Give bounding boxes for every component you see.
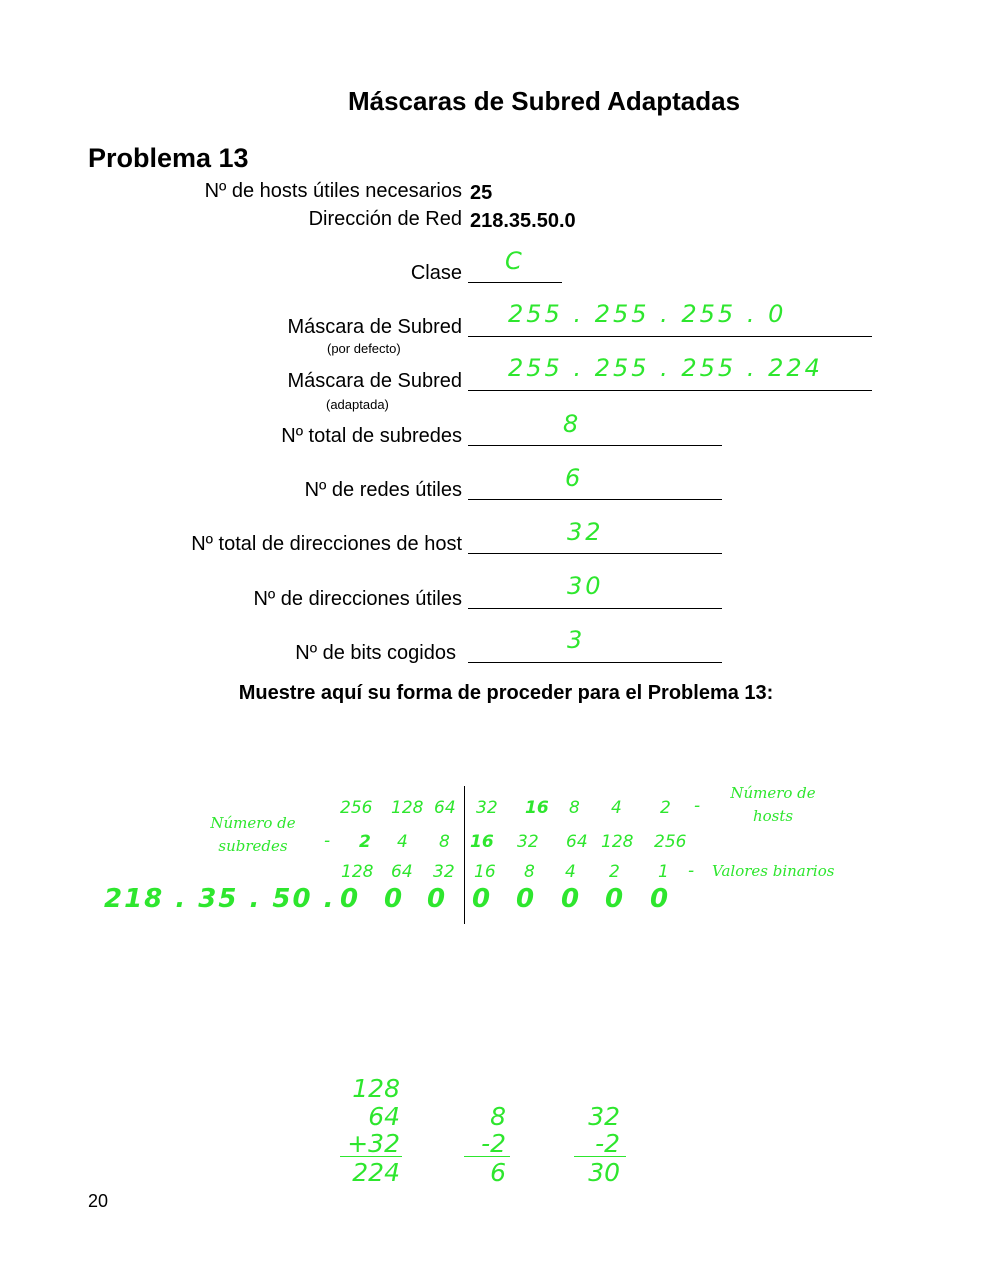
total-subnets-label: Nº total de subredes xyxy=(281,425,462,447)
class-answer: C xyxy=(505,247,525,275)
hosts-calc-line-0: 32 xyxy=(588,1102,620,1131)
binary-value-0: 128 xyxy=(341,862,374,882)
hosts-calc-line-1: -2 xyxy=(595,1129,620,1158)
usable-hosts-label: Nº de direcciones útiles xyxy=(253,588,462,610)
binary-value-5: 4 xyxy=(565,862,576,882)
total-hosts-answer: 32 xyxy=(567,518,604,546)
subnets-value-6: 128 xyxy=(601,832,634,852)
address-prefix: 218 . 35 . 50 . xyxy=(104,884,336,914)
bit-1: 0 xyxy=(384,884,405,914)
class-label: Clase xyxy=(410,262,462,284)
hosts-value-5: 8 xyxy=(569,798,580,818)
subnets-calc-rule xyxy=(464,1156,510,1157)
sum-rule xyxy=(340,1156,402,1157)
total-hosts-line xyxy=(468,553,722,554)
bit-3: 0 xyxy=(472,884,493,914)
bit-0: 0 xyxy=(340,884,361,914)
binary-value-3: 16 xyxy=(474,862,496,882)
custom-mask-answer: 255 . 255 . 255 . 224 xyxy=(508,354,823,382)
total-subnets-line xyxy=(468,445,722,446)
page-number: 20 xyxy=(88,1191,109,1211)
default-mask-note: (por defecto) xyxy=(327,341,401,356)
binary-value-6: 2 xyxy=(609,862,620,882)
subnets-calc-result: 6 xyxy=(490,1158,506,1187)
total-hosts-label: Nº total de direcciones de host xyxy=(191,533,462,555)
sum-result: 224 xyxy=(352,1158,400,1187)
problem-heading: Problema 13 xyxy=(88,143,249,173)
subnets-value-4: 32 xyxy=(517,832,539,852)
usable-hosts-line xyxy=(468,608,722,609)
hosts-note: Número de hosts xyxy=(730,784,816,825)
custom-mask-label: Máscara de Subred xyxy=(287,370,462,392)
binary-value-7: 1 xyxy=(658,862,669,882)
total-subnets-answer: 8 xyxy=(563,410,582,438)
hosts-needed-label: Nº de hosts útiles necesarios xyxy=(204,180,462,202)
subnets-value-2: 8 xyxy=(439,832,450,852)
bit-2: 0 xyxy=(427,884,448,914)
subnets-calc-line-0: 8 xyxy=(490,1102,506,1131)
hosts-calc-result: 30 xyxy=(588,1158,620,1187)
hosts-value-6: 4 xyxy=(611,798,622,818)
custom-mask-note: (adaptada) xyxy=(326,397,389,412)
class-answer-line xyxy=(468,282,562,283)
binary-note: Valores binarios xyxy=(712,862,835,880)
bit-7: 0 xyxy=(650,884,671,914)
usable-subnets-line xyxy=(468,499,722,500)
hosts-needed-value: 25 xyxy=(470,182,493,204)
binary-value-2: 32 xyxy=(433,862,455,882)
subnets-value-3: 16 xyxy=(470,832,494,852)
binary-dash: - xyxy=(688,861,695,881)
subnets-value-7: 256 xyxy=(654,832,687,852)
sum-line-1: 64 xyxy=(368,1102,400,1131)
usable-hosts-answer: 30 xyxy=(567,572,604,600)
default-mask-label: Máscara de Subred xyxy=(287,316,462,338)
bits-borrowed-answer: 3 xyxy=(567,626,586,654)
usable-subnets-label: Nº de redes útiles xyxy=(304,479,462,501)
hosts-value-0: 256 xyxy=(340,798,373,818)
sum-line-0: 128 xyxy=(352,1074,400,1103)
bit-4: 0 xyxy=(516,884,537,914)
custom-mask-line xyxy=(468,390,872,391)
subnets-note: Número de subredes xyxy=(210,814,296,855)
default-mask-answer: 255 . 255 . 255 . 0 xyxy=(508,300,787,328)
subnets-dash: - xyxy=(324,831,331,851)
hosts-value-1: 128 xyxy=(391,798,424,818)
network-address-value: 218.35.50.0 xyxy=(470,210,576,232)
usable-subnets-answer: 6 xyxy=(565,464,584,492)
bits-borrowed-label: Nº de bits cogidos xyxy=(295,642,456,664)
binary-value-4: 8 xyxy=(524,862,535,882)
hosts-value-2: 64 xyxy=(434,798,456,818)
bit-6: 0 xyxy=(605,884,626,914)
subnets-calc-line-1: -2 xyxy=(481,1129,506,1158)
hosts-dash: - xyxy=(694,796,701,816)
boundary-line xyxy=(464,786,465,924)
binary-value-1: 64 xyxy=(391,862,413,882)
subnets-value-1: 4 xyxy=(397,832,408,852)
hosts-value-7: 2 xyxy=(660,798,671,818)
page-title: Máscaras de Subred Adaptadas xyxy=(347,86,741,116)
hosts-value-3: 32 xyxy=(476,798,498,818)
hosts-calc-rule xyxy=(574,1156,626,1157)
subnets-value-5: 64 xyxy=(566,832,588,852)
subnets-value-0: 2 xyxy=(359,832,371,852)
bits-borrowed-line xyxy=(468,662,722,663)
bit-5: 0 xyxy=(561,884,582,914)
sum-line-2: +32 xyxy=(347,1129,400,1158)
show-work-heading: Muestre aquí su forma de proceder para el Problema 13: xyxy=(238,682,774,704)
network-address-label: Dirección de Red xyxy=(308,208,462,230)
hosts-value-4: 16 xyxy=(525,798,549,818)
default-mask-line xyxy=(468,336,872,337)
